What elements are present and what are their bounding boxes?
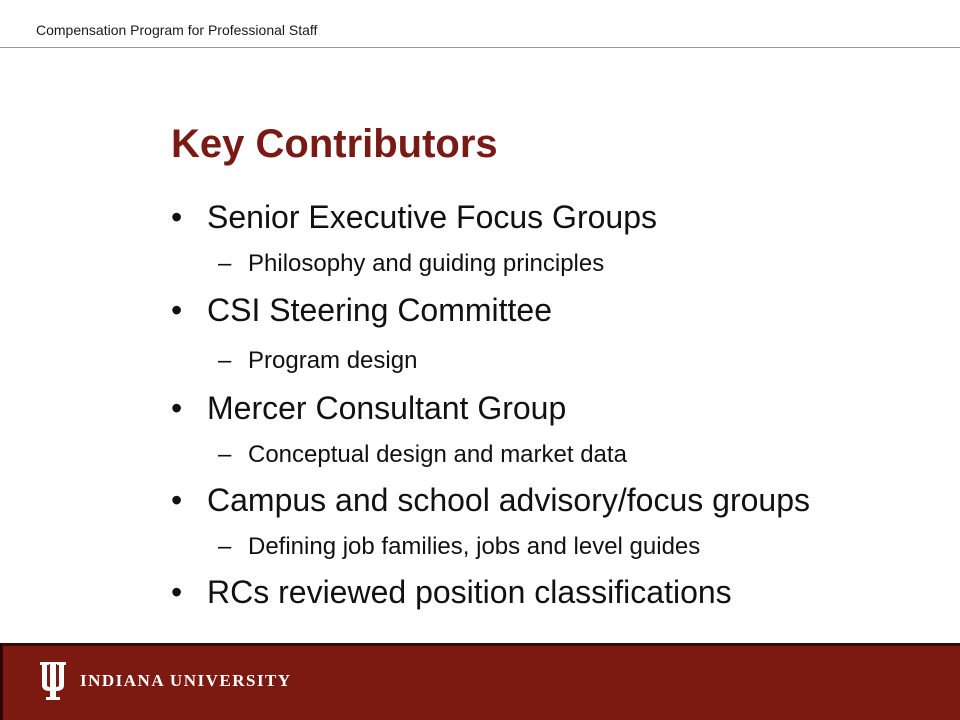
bullet-text: Senior Executive Focus Groups [207,199,657,235]
sub-bullet-text: Conceptual design and market data [248,441,627,468]
sub-bullet-glyph: – [218,347,232,374]
iu-trident-logo-icon [40,662,66,700]
bullet-text: CSI Steering Committee [207,292,553,328]
university-name: INDIANA UNIVERSITY [80,671,292,690]
bullet-text: Campus and school advisory/focus groups [207,482,810,518]
university-logo [40,661,292,701]
bullet-glyph: • [171,482,183,518]
bullet-item [171,574,732,611]
sub-bullet-glyph: – [218,533,232,560]
slide-title: Key Contributors [171,122,498,166]
bullet-glyph: • [171,574,183,610]
bullet-glyph: • [171,390,183,426]
sub-bullet-item [218,533,700,561]
bullet-glyph: • [171,199,183,235]
bullet-item [171,199,657,236]
sub-bullet-text: Defining job families, jobs and level guides [248,533,701,560]
bullet-item [171,390,566,427]
footer-edge [0,643,3,720]
sub-bullet-text: Program design [248,347,418,374]
bullet-item [171,482,810,519]
sub-bullet-text: Philosophy and guiding principles [248,250,605,277]
sub-bullet-item [218,250,604,278]
bullet-glyph: • [171,292,183,328]
footer-divider [0,643,960,646]
sub-bullet-item [218,347,417,375]
bullet-text: Mercer Consultant Group [207,390,567,426]
bullet-item [171,292,552,329]
sub-bullet-item [218,441,627,469]
sub-bullet-glyph: – [218,250,232,277]
header-divider [0,47,960,48]
sub-bullet-glyph: – [218,441,232,468]
program-title: Compensation Program for Professional Staff [36,22,318,38]
bullet-text: RCs reviewed position classifications [207,574,732,610]
